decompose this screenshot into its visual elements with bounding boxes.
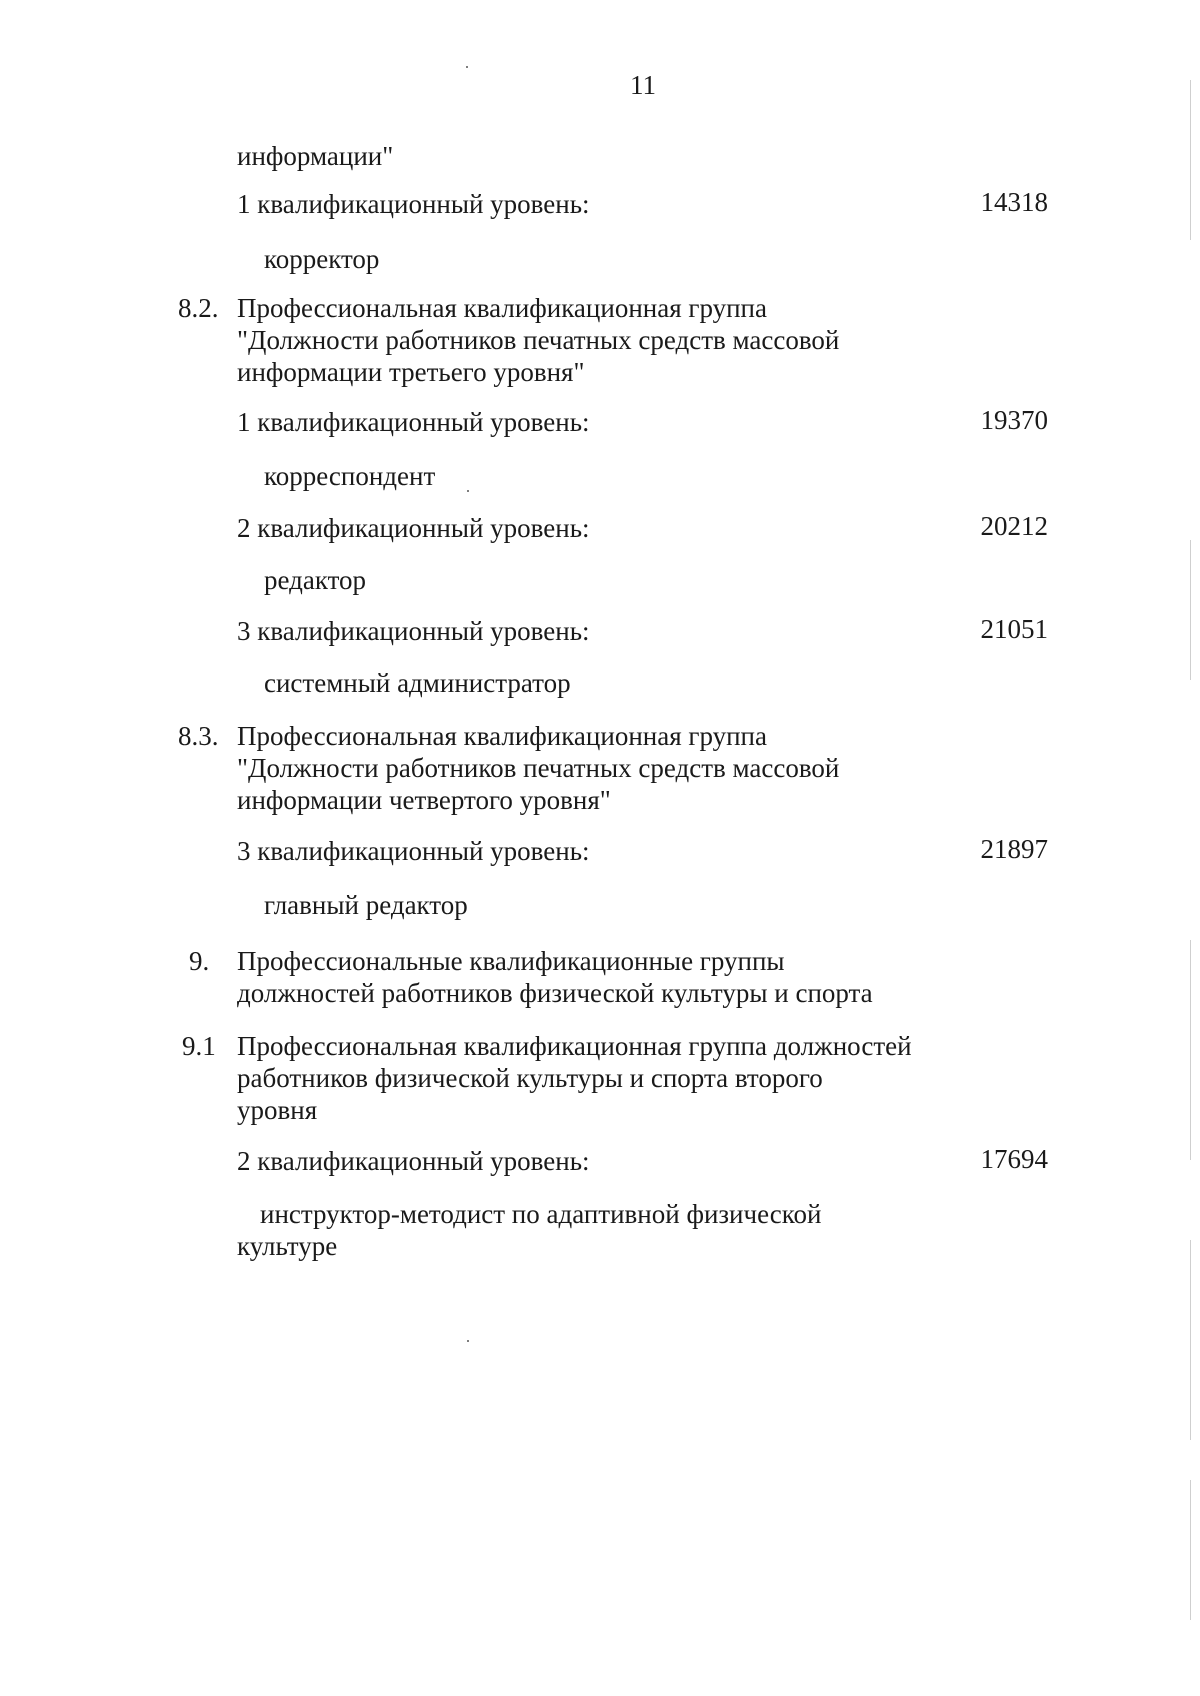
scan-edge-mark bbox=[1190, 80, 1191, 240]
group-title-line: Профессиональная квалификационная группа bbox=[237, 721, 767, 751]
section-number: 8.3. bbox=[178, 721, 219, 751]
position-title-line: инструктор-методист по адаптивной физической bbox=[260, 1199, 822, 1229]
scan-edge-mark bbox=[1190, 1480, 1191, 1620]
page-number: 11 bbox=[630, 70, 656, 100]
group-title-line: работников физической культуры и спорта второго bbox=[237, 1063, 823, 1093]
qualification-level-label: 2 квалификационный уровень: bbox=[237, 1146, 590, 1176]
group-title-line: Профессиональная квалификационная группа bbox=[237, 293, 767, 323]
scan-speck bbox=[466, 66, 468, 68]
salary-value: 20212 bbox=[980, 511, 1048, 541]
position-title: главный редактор bbox=[264, 890, 468, 920]
salary-value: 21051 bbox=[980, 614, 1048, 644]
salary-value: 17694 bbox=[980, 1144, 1048, 1174]
position-title: корреспондент bbox=[264, 461, 436, 491]
scan-edge-mark bbox=[1190, 540, 1191, 680]
section-number: 9. bbox=[189, 946, 210, 976]
scan-edge-mark bbox=[1190, 1240, 1191, 1440]
group-title-line: должностей работников физической культуры и спорта bbox=[237, 978, 873, 1008]
continuation-text: информации" bbox=[237, 141, 394, 171]
position-title: корректор bbox=[264, 244, 380, 274]
group-title-line: информации третьего уровня" bbox=[237, 357, 585, 387]
qualification-level-label: 2 квалификационный уровень: bbox=[237, 513, 590, 543]
qualification-level-label: 1 квалификационный уровень: bbox=[237, 407, 590, 437]
group-title-line: Профессиональная квалификационная группа должностей bbox=[237, 1031, 912, 1061]
scan-speck bbox=[467, 490, 469, 492]
scan-edge-mark bbox=[1190, 940, 1191, 1160]
salary-value: 19370 bbox=[980, 405, 1048, 435]
section-number: 9.1 bbox=[182, 1031, 216, 1061]
section-number: 8.2. bbox=[178, 293, 219, 323]
group-title-line: "Должности работников печатных средств массовой bbox=[237, 325, 840, 355]
group-title-line: "Должности работников печатных средств массовой bbox=[237, 753, 840, 783]
position-title: системный администратор bbox=[264, 668, 571, 698]
qualification-level-label: 3 квалификационный уровень: bbox=[237, 836, 590, 866]
scan-speck bbox=[467, 1340, 469, 1342]
group-title-line: информации четвертого уровня" bbox=[237, 785, 611, 815]
salary-value: 21897 bbox=[980, 834, 1048, 864]
qualification-level-label: 1 квалификационный уровень: bbox=[237, 189, 590, 219]
position-title: редактор bbox=[264, 565, 367, 595]
salary-value: 14318 bbox=[980, 187, 1048, 217]
group-title-line: Профессиональные квалификационные группы bbox=[237, 946, 785, 976]
qualification-level-label: 3 квалификационный уровень: bbox=[237, 616, 590, 646]
group-title-line: уровня bbox=[237, 1095, 318, 1125]
position-title-line: культуре bbox=[237, 1231, 338, 1261]
